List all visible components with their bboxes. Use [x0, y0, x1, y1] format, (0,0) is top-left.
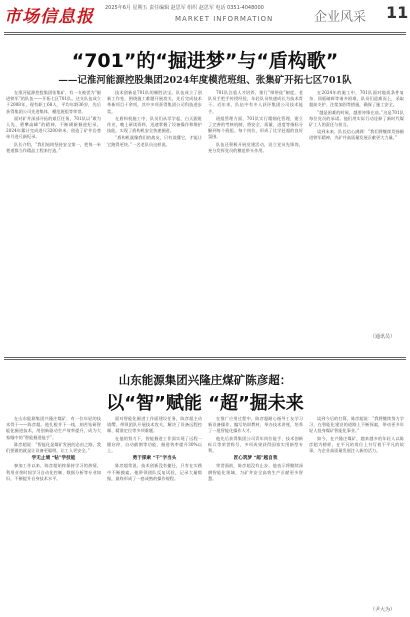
paragraph: 谈到未来，队长信心满满：“我们将继续发扬掘进铁军精神，为矿井高质量发展贡献更大力量。”	[309, 129, 404, 141]
header-divider	[4, 32, 406, 33]
paragraph: 队长介绍，“我们始终坚持安全第一，把每一米巷道都当作精品工程来打造。”	[6, 141, 101, 153]
paragraph: 陈彦超说：“智能化是煤矿发展的必由之路，我们要做的就是让设备更聪明，让工人更安全。”	[6, 441, 101, 454]
paragraph: “盾构机就像我们的战友，只有读懂它，才能让它跑得更快。”一名老队员这样说。	[107, 135, 202, 147]
paragraph: 面对智能化掘进工作面建设任务，陈彦超主动请缨，带领团队开展技术攻关，解决了设备远程控制、精准定位等多项难题。	[107, 416, 202, 434]
section-title: 企业风采	[314, 10, 367, 25]
section-subtitle: 匠心筑梦 “超”越自我	[233, 456, 278, 462]
article2-column-1	[6, 416, 101, 612]
masthead	[0, 0, 410, 36]
article1-subhead: ——记淮河能源控股集团2024年度模范班组、张集矿开拓七区701队	[58, 75, 352, 86]
paragraph: 在山东能源集团兴隆庄煤矿，有一位年轻的技术骨干——陈彦超。他扎根井下一线，刻苦钻研智能化掘进技术，用创新驱动生产效率提升，成为大家眼中的“智能掘进能手”。	[6, 416, 101, 440]
paragraph: 在盾构机施工中，队员们从零学起，白天跟班作业，晚上研读资料，迅速掌握了设备操作和维护技能，实现了盾构机安全快速掘进。	[107, 115, 202, 134]
article2-body	[6, 416, 404, 612]
article2-headline-line1: 山东能源集团兴隆庄煤矿陈彦超：	[118, 373, 292, 387]
article2-author: （尹大为）	[370, 607, 396, 613]
section-subtitle: 勇于探索 “干”字当头	[132, 456, 177, 462]
paragraph: 面对矿井深部开拓的艰巨任务，701队以“敢为人先、勇攀高峰”的精神，不断刷新掘进纪录。2024年累计完成进尺3200余米，创造了矿井岩巷单月进尺新纪录。	[6, 115, 101, 140]
paragraph: 他先后获得集团公司青年岗位能手、技术创新标兵等荣誉称号，多项成果获得国家实用新型专利。	[208, 435, 303, 454]
article2-column-3	[208, 416, 303, 612]
paragraph: 701队注重人才培养，推行“师带徒”制度，老队员手把手传授经验，年轻队员快速成长为技术骨干。近年来，队伍中有多人获评集团公司技术能手。	[208, 90, 303, 114]
article1-column-3	[208, 90, 303, 340]
paragraph: “越是困难的时候，越要冲锋在前。”这是701队每位党员的承诺。他们用实际行动诠释了新时代煤矿工人的责任与担当。	[309, 109, 404, 128]
paragraph: 班组管理方面，701队实行精细化管理，建立了完善的考核机制，将安全、质量、进度等指标分解到每个班组、每个岗位，形成了比学赶超的良好氛围。	[208, 115, 303, 140]
article1-headline: “701”的“掘进梦”与“盾构歌”	[71, 50, 339, 72]
article1-column-1	[6, 90, 101, 340]
issue-meta: 2025年6月 星期五 责任编辑 赵思军 组织 赵思军 电话 0351-4048000	[105, 5, 264, 11]
paragraph: 荣誉面前，陈彦超没有止步。他表示将继续深耕智能化领域，为矿井安全高效生产贡献更多智慧。	[208, 463, 303, 481]
paragraph: 谈到今后的打算，陈彦超说：“我将继续努力学习，在智能化建设的道路上不断探索，带动更多年轻人投身煤矿智能化事业。”	[309, 416, 404, 434]
market-information-label: MARKET INFORMATION	[175, 15, 274, 23]
newspaper-logo: 市场信息报	[4, 7, 94, 27]
paragraph: 技术创新是701队的制胜法宝。队伍成立了创新工作室，围绕施工难题开展攻关，先后完成技术革新项目十余项，其中多项获得集团公司科技进步奖。	[107, 90, 202, 114]
paragraph: 在淮河能源控股集团张集矿，有一支被誉为“掘进铁军”的队伍——开拓七区701队。这支队伍成立于2008年，现有职工68人，平均年龄36岁，先后获得集团公司先进集体、模范班组等荣誉。	[6, 90, 101, 114]
article2-column-2	[107, 416, 202, 612]
paragraph: 如今，在兴隆庄煤矿，越来越多的年轻人以陈彦超为榜样，在平凡的岗位上书写着不平凡的故事，为企业高质量发展注入新的活力。	[309, 435, 404, 454]
section-subtitle: 学无止境 “钻”学技能	[31, 456, 76, 462]
article-divider	[4, 357, 406, 358]
article1-column-4	[309, 90, 404, 340]
paragraph: 陈彦超常说，技术创新没有捷径，只有在实践中不断摸索。他带领团队反复试验，记录大量数据，最终形成了一套成熟的操作规程。	[107, 463, 202, 481]
article2-column-4	[309, 416, 404, 612]
paragraph: 在他的努力下，智能掘进工作面实现了远程一键启停、自动截割等功能，掘进效率提升30%以上。	[107, 435, 202, 454]
page-number: 11	[386, 3, 409, 22]
header-divider-thin	[4, 34, 406, 35]
paragraph: 在2024年的施工中，701队面对地质条件复杂、顶板破碎等诸多困难，队员们迎难而上，采取超前支护、注浆加固等措施，确保了施工安全。	[309, 90, 404, 108]
article1-author: （通讯员）	[370, 334, 396, 340]
paragraph: 参加工作以来，陈彦超始终保持学习的热情，利用业余时间学习自动化控制、数据分析等专业知识，不断提升自身技术水平。	[6, 463, 101, 481]
article2-headline-line2: 以“智”赋能 “超”掘未来	[106, 393, 304, 414]
paragraph: 队伍还积极开展党建活动，设立党员先锋岗，充分发挥党员的模范带头作用。	[208, 141, 303, 153]
paragraph: 在推广应用过程中，陈彦超耐心指导工友学习新设备操作，编写培训教材，举办技术讲座，培养了一批智能化操作人才。	[208, 416, 303, 434]
article1-body	[6, 90, 404, 340]
article-divider-thin	[4, 359, 406, 360]
article1-column-2	[107, 90, 202, 340]
